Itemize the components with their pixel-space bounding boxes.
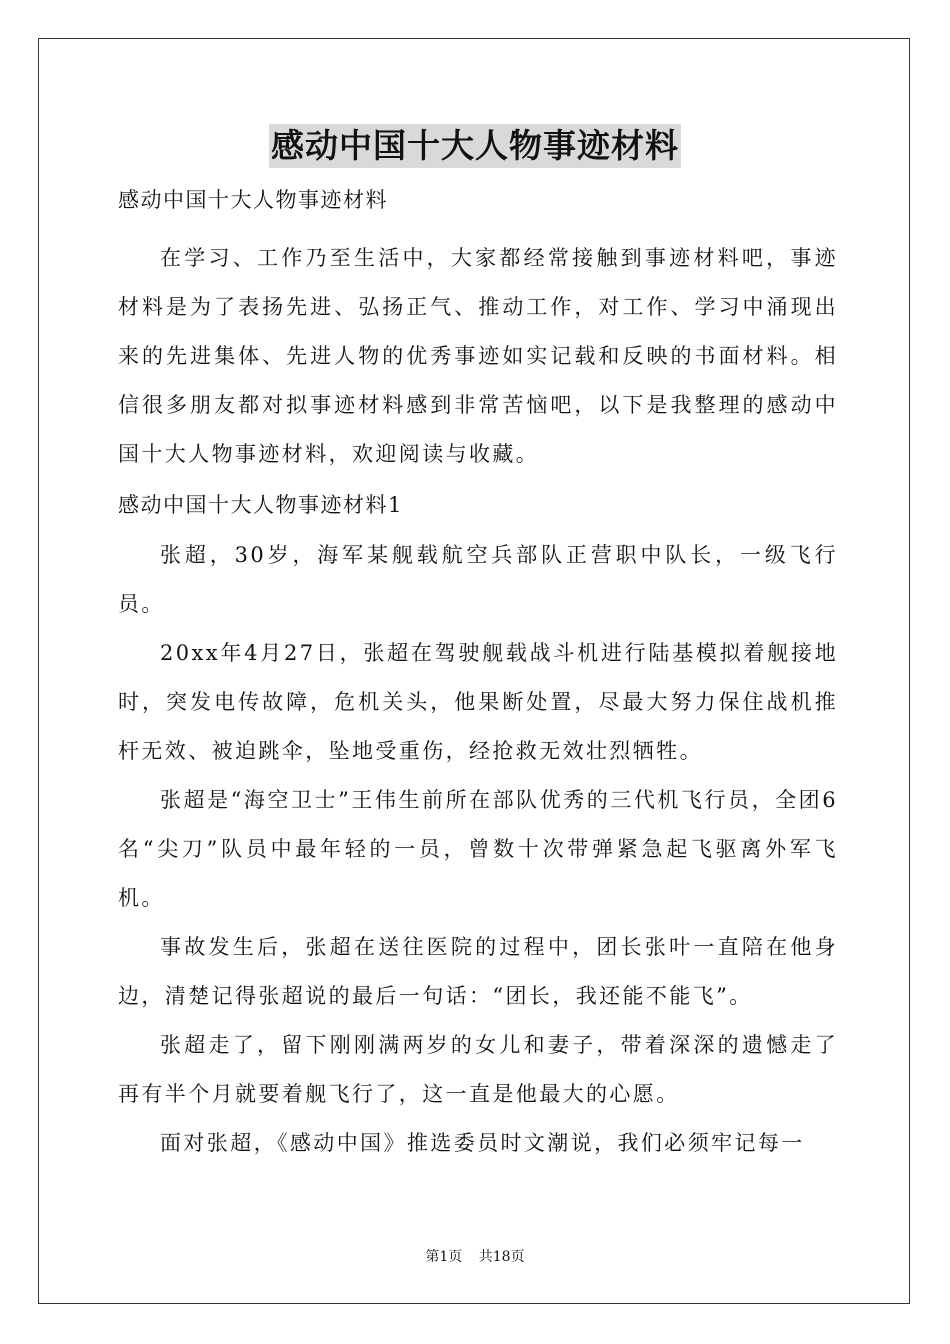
intro-paragraph: 在学习、工作乃至生活中，大家都经常接触到事迹材料吧，事迹材料是为了表扬先进、弘扬正气、推动工作，对工作、学习中涌现出来的先进集体、先进人物的优秀事迹如实记载和反映的书面材料。相信很多朋友都对拟事迹材料感到非常苦恼吧，以下是我整理的感动中国十大人物事迹材料，欢迎阅读与收藏。 (118, 246, 838, 466)
paragraph-3: 张超是“海空卫士”王伟生前所在部队优秀的三代机飞行员，全团6名“尖刀”队员中最年轻的一员，曾数十次带弹紧急起飞驱离外军飞机。 (118, 788, 838, 910)
section-heading: 感动中国十大人物事迹材料1 (118, 493, 403, 517)
paragraph-2: 20xx年4月27日，张超在驾驶舰载战斗机进行陆基模拟着舰接地时，突发电传故障，危机关头，他果断处置，尽最大努力保住战机推杆无效、被迫跳伞，坠地受重伤，经抢救无效壮烈牺牲。 (118, 641, 838, 763)
paragraph-1: 张超，30岁，海军某舰载航空兵部队正营职中队长，一级飞行员。 (118, 543, 838, 616)
document-subtitle: 感动中国十大人物事迹材料 (118, 188, 388, 212)
paragraph-6: 面对张超，《感动中国》推选委员时文潮说，我们必须牢记每一 (160, 1131, 805, 1155)
page-footer (0, 1246, 950, 1266)
page-total: 共18页 (478, 1249, 525, 1265)
page-number: 第1页 (425, 1249, 463, 1265)
paragraph-4: 事故发生后，张超在送往医院的过程中，团长张叶一直陪在他身边，清楚记得张超说的最后一句话：“团长，我还能不能飞”。 (118, 935, 838, 1008)
document-title: 感动中国十大人物事迹材料 (269, 124, 681, 168)
paragraph-5: 张超走了，留下刚刚满两岁的女儿和妻子，带着深深的遗憾走了再有半个月就要着舰飞行了，这一直是他最大的心愿。 (118, 1033, 838, 1106)
title-container (0, 124, 950, 168)
document-body (118, 180, 838, 1168)
